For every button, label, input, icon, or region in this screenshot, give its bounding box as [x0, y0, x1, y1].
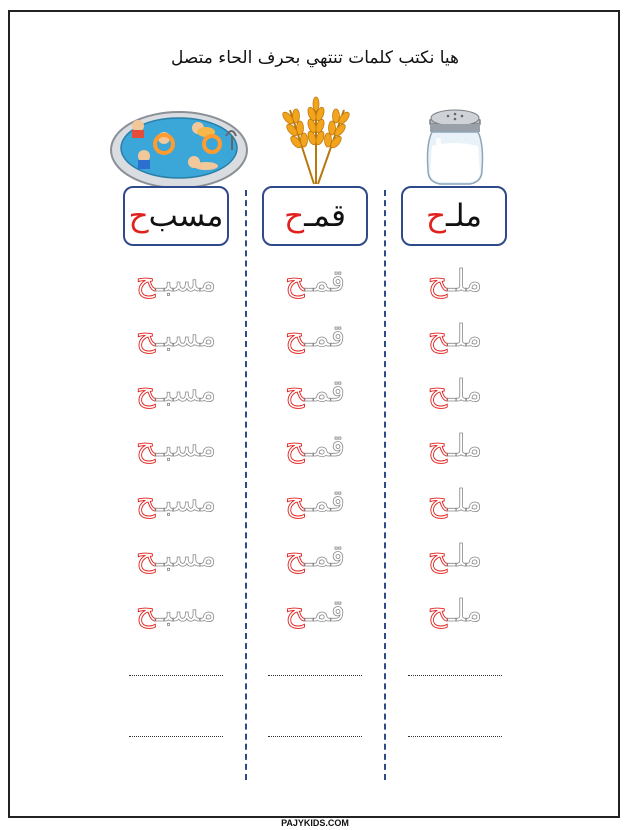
trace-word-pool: مسبـح [135, 594, 217, 629]
trace-word-pool: مسبـح [135, 539, 217, 574]
word-box-pool: مسب ح [123, 186, 229, 246]
worksheet-title: هيا نكتب كلمات تنتهي بحرف الحاء متصل [171, 48, 459, 68]
column-divider [245, 190, 247, 780]
trace-word-salt: ملـح [427, 539, 483, 574]
highlight-letter: ح [128, 198, 149, 234]
writing-line[interactable] [268, 736, 362, 737]
salt-shaker-icon [424, 100, 486, 186]
trace-word-salt: ملـح [427, 594, 483, 629]
highlight-letter: ح [426, 198, 447, 234]
trace-word-salt: ملـح [427, 319, 483, 354]
word-box-wheat: قمـ ح [262, 186, 368, 246]
highlight-letter: ح [284, 198, 305, 234]
trace-word-pool: مسبـح [135, 429, 217, 464]
trace-word-salt: ملـح [427, 374, 483, 409]
trace-word-wheat: قمـح [285, 484, 345, 519]
writing-line[interactable] [268, 675, 362, 676]
trace-word-pool: مسبـح [135, 484, 217, 519]
column-divider [384, 190, 386, 780]
trace-word-wheat: قمـح [285, 429, 345, 464]
footer-brand: PAJYKIDS.COM [0, 811, 630, 830]
wheat-icon [268, 96, 364, 186]
writing-line[interactable] [129, 675, 223, 676]
trace-word-salt: ملـح [427, 484, 483, 519]
trace-word-salt: ملـح [427, 429, 483, 464]
trace-word-pool: مسبـح [135, 319, 217, 354]
trace-word-wheat: قمـح [285, 319, 345, 354]
trace-word-wheat: قمـح [285, 264, 345, 299]
writing-line[interactable] [408, 736, 502, 737]
trace-word-pool: مسبـح [135, 374, 217, 409]
word-box-salt: ملـ ح [401, 186, 507, 246]
trace-word-pool: مسبـح [135, 264, 217, 299]
pool-icon [108, 100, 250, 192]
trace-word-wheat: قمـح [285, 594, 345, 629]
writing-line[interactable] [408, 675, 502, 676]
trace-word-salt: ملـح [427, 264, 483, 299]
writing-line[interactable] [129, 736, 223, 737]
trace-word-wheat: قمـح [285, 374, 345, 409]
trace-word-wheat: قمـح [285, 539, 345, 574]
